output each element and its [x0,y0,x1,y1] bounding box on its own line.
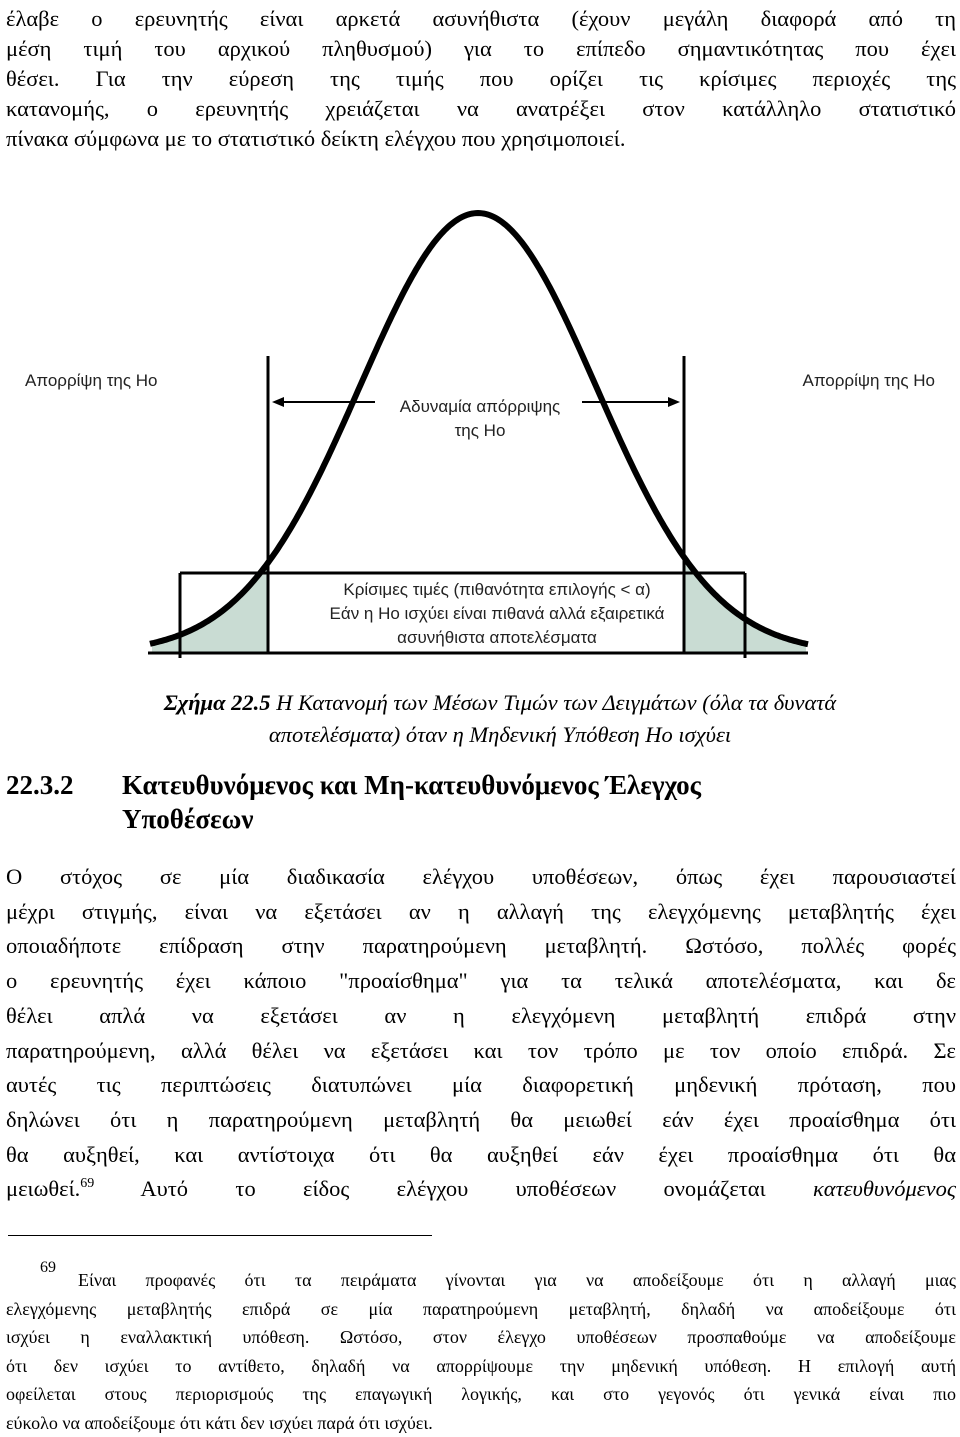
text-line: παρατηρούμενη, αλλά θέλει να εξετάσει και τον τρόπο με τον οποίο επιδρά. Σε [6,1034,956,1069]
text-fragment: Αυτό το είδος ελέγχου υποθέσεων ονομάζεται [94,1176,813,1201]
footnote-text [6,1266,956,1437]
footnote-reference[interactable]: 69 [80,1176,94,1191]
text-line: έλαβε ο ερευνητής είναι αρκετά ασυνήθιστα (έχουν μεγάλη διαφορά από τη [6,4,956,34]
figure-label: Σχήμα 22.5 [164,690,271,715]
text-line: θα αυξηθεί, και αντίστοιχα ότι θα αυξηθεί εάν έχει προαίσθημα ότι θα [6,1138,956,1173]
arrow-head-left [272,397,284,407]
section-title-cont: Υποθέσεων [122,802,253,836]
text-line: θέσει. Για την εύρεση της τιμής που ορίζει τις κρίσιμες περιοχές της [6,64,956,94]
caption-text: Η Κατανομή των Μέσων Τιμών των Δειγμάτων (όλα τα δυνατά [271,690,837,715]
accept-label-line2: της Ho [455,421,506,440]
italic-term: κατευθυνόμενος [813,1176,956,1201]
section-number: 22.3.2 [6,768,74,802]
arrow-head-right [668,397,680,407]
text-line: δηλώνει ότι η παρατηρούμενη μεταβλητή θα μειωθεί εάν έχει προαίσθημα ότι [6,1103,956,1138]
text-fragment: μειωθεί. [6,1176,80,1201]
text-line: ελεγχόμενης μεταβλητής επιδρά σε μία παρατηρούμενη μεταβλητή, δηλαδή να αποδείξουμε ότι [6,1295,956,1324]
critical-label-line2: Εάν η Ho ισχύει είναι πιθανά αλλά εξαιρετικά [330,604,665,623]
intro-paragraph [6,4,956,154]
critical-label-line3: ασυνήθιστα αποτελέσματα [397,628,597,647]
text-line: ότι δεν ισχύει το αντίθετο, δηλαδή να απορρίψουμε την μηδενική υπόθεση. Η επιλογή αυτή [6,1352,956,1381]
text-line: οφείλεται στους περιορισμούς της επαγωγική λογικής, και στο γεγονός ότι γενικά είναι πιο [6,1380,956,1409]
section-title: Κατευθυνόμενος και Μη-κατευθυνόμενος Έλεγχος [122,768,701,802]
figure-caption-line1 [20,688,960,718]
figure-caption-line2: αποτελέσματα) όταν η Μηδενική Υπόθεση Ho ισχύει [20,720,960,750]
text-line: μέχρι στιγμής, είναι να εξετάσει αν η αλλαγή της ελεγχόμενης μεταβλητής έχει [6,895,956,930]
normal-distribution-figure [0,178,960,668]
text-line: θέλει απλά να εξετάσει αν η ελεγχόμενη μεταβλητή επιδρά στην [6,999,956,1034]
text-line: κατανομής, ο ερευνητής χρειάζεται να ανατρέξει στον κατάλληλο στατιστικό [6,94,956,124]
text-line: Είναι προφανές ότι τα πειράματα γίνονται για να αποδείξουμε ότι η αλλαγή μιας [6,1266,956,1295]
text-line: μέση τιμή του αρχικού πληθυσμού) για το επίπεδο σημαντικότητας που έχει [6,34,956,64]
body-paragraph [6,860,956,1207]
reject-label-right: Απορρίψη της Ho [802,371,935,390]
footnote-number: 69 [40,1259,56,1277]
text-line: εύκολο να αποδείξουμε ότι κάτι δεν ισχύει παρά ότι ισχύει. [6,1409,956,1437]
text-line: πίνακα σύμφωνα με το στατιστικό δείκτη ελέγχου που χρησιμοποιεί. [6,124,956,154]
reject-label-left: Απορρίψη της Ho [25,371,158,390]
text-line: αυτές τις περιπτώσεις διατυπώνει μία διαφορετική μηδενική πρόταση, που [6,1068,956,1103]
critical-label-line1: Κρίσιμες τιμές (πιθανότητα επιλογής < α) [343,580,650,599]
text-line: ισχύει η εναλλακτική υπόθεση. Ωστόσο, στον έλεγχο υποθέσεων προσπαθούμε να αποδείξουμε [6,1323,956,1352]
text-line [6,1172,956,1207]
accept-label-line1: Αδυναμία απόρριψης [400,397,560,416]
footnote-separator [8,1235,432,1236]
text-line: Ο στόχος σε μία διαδικασία ελέγχου υποθέσεων, όπως έχει παρουσιαστεί [6,860,956,895]
text-line: ο ερευνητής έχει κάποιο "προαίσθημα" για τα τελικά αποτελέσματα, και δε [6,964,956,999]
text-line: οποιαδήποτε επίδραση στην παρατηρούμενη μεταβλητή. Ωστόσο, πολλές φορές [6,929,956,964]
